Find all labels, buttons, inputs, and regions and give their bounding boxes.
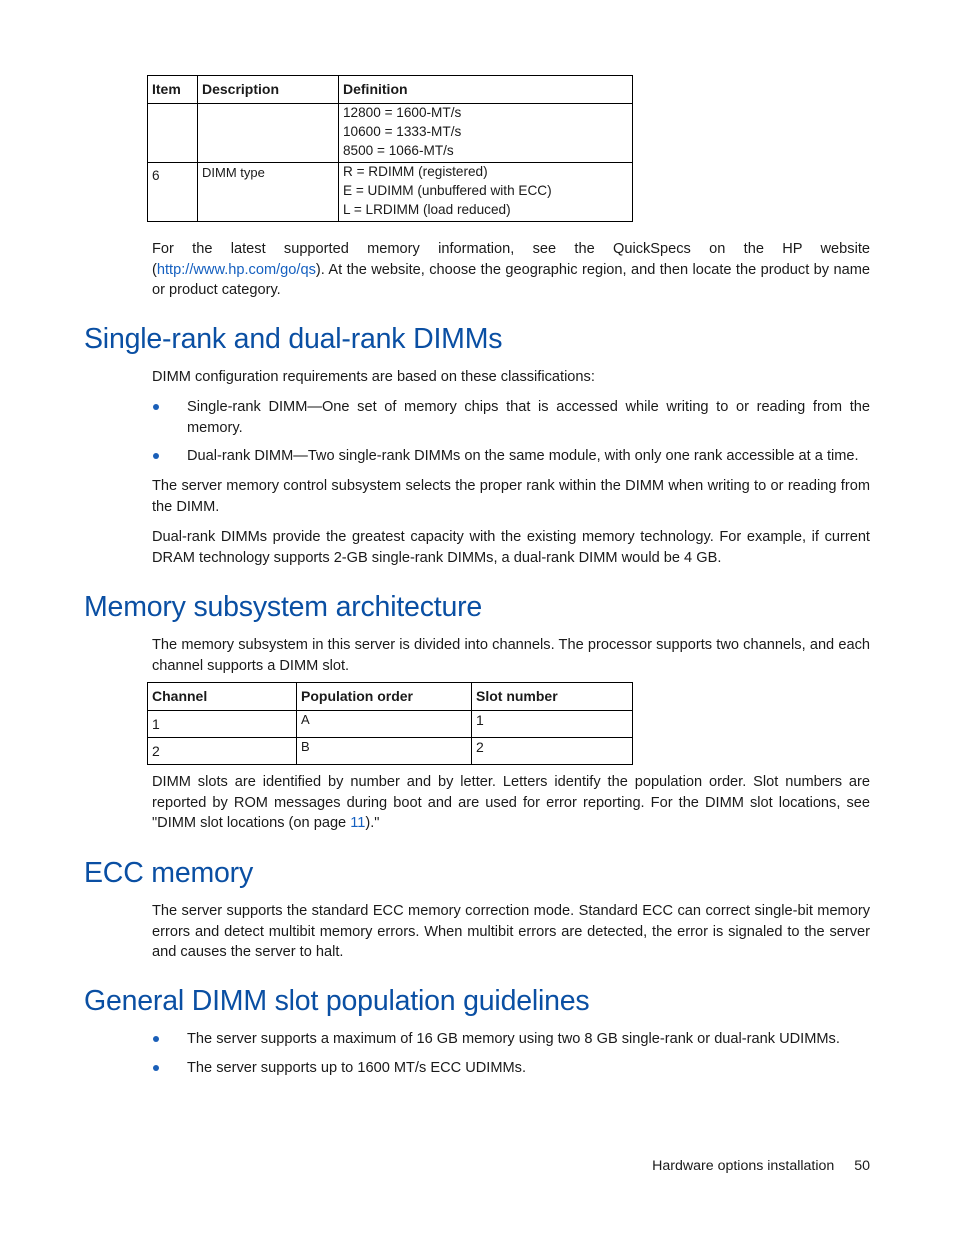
table-header: Population order	[297, 683, 472, 711]
table-cell	[148, 104, 198, 163]
guidelines-bullet-list	[152, 1029, 870, 1078]
table-header: Channel	[148, 683, 297, 711]
heading-memory-subsystem: Memory subsystem architecture	[84, 591, 483, 623]
list-item	[152, 1029, 870, 1050]
table-cell: B	[297, 738, 472, 765]
table-cell: 1	[148, 711, 297, 738]
list-item-text: The server supports a maximum of 16 GB memory using two 8 GB single-rank or dual-rank UDIMMs.	[187, 1031, 840, 1047]
list-item-text: Single-rank DIMM—One set of memory chips that is accessed while writing to or reading from the memory.	[187, 399, 870, 436]
list-item	[152, 1058, 870, 1079]
paragraph-text: DIMM slots are identified by number and by letter. Letters identify the population order. Slot numbers are reported by ROM messages during boot and are used for error reporting. For the DIMM slot locations, see "DIMM slot locations (on page	[152, 774, 870, 831]
list-item-text: Dual-rank DIMM—Two single-rank DIMMs on the same module, with only one rank accessible at a time.	[187, 448, 859, 464]
bullet-icon	[153, 1036, 159, 1042]
rank-bullet-list	[152, 397, 870, 467]
definition-line: L = LRDIMM (load reduced)	[343, 201, 511, 217]
table-header-row	[148, 76, 633, 104]
list-item	[152, 397, 870, 438]
table-header: Item	[148, 76, 198, 104]
table-header-row	[148, 683, 633, 711]
section2-lead: The memory subsystem in this server is divided into channels. The processor supports two channels, and each channel supports a DIMM slot.	[152, 637, 870, 674]
table-cell: 2	[148, 738, 297, 765]
bullet-icon	[153, 404, 159, 410]
hp-quickspecs-link[interactable]: http://www.hp.com/go/qs	[156, 261, 316, 278]
table-cell	[339, 163, 633, 222]
ecc-paragraph: The server supports the standard ECC memory correction mode. Standard ECC can correct single-bit memory errors and detect multibit memory errors. When multibit errors are detected, the error is signaled to the server and causes the server to halt.	[152, 903, 870, 960]
section1-lead: DIMM configuration requirements are based on these classifications:	[152, 369, 595, 385]
page-footer	[652, 1158, 870, 1174]
table-cell	[339, 104, 633, 163]
bullet-icon	[153, 1065, 159, 1071]
table-cell: 1	[472, 711, 633, 738]
table-cell	[198, 104, 339, 163]
heading-single-dual-rank: Single-rank and dual-rank DIMMs	[84, 323, 503, 355]
paragraph-text: ). At the website, choose the geographic region, and then locate the product by name or product category.	[152, 261, 870, 298]
slot-identification-paragraph	[152, 772, 870, 834]
definition-line: 10600 = 1333-MT/s	[343, 123, 462, 139]
heading-population-guidelines: General DIMM slot population guidelines	[84, 985, 590, 1017]
definition-line: 12800 = 1600-MT/s	[343, 105, 462, 120]
table-row	[148, 104, 633, 163]
list-item-text: The server supports up to 1600 MT/s ECC UDIMMs.	[187, 1059, 527, 1076]
section1-para2: Dual-rank DIMMs provide the greatest capacity with the existing memory technology. For example, if current DRAM technology supports 2-GB single-rank DIMMs, a dual-rank DIMM would be 4 GB.	[152, 529, 870, 566]
bullet-icon	[153, 453, 159, 459]
table-row	[148, 711, 633, 738]
channel-table	[147, 682, 633, 765]
table-header: Definition	[339, 76, 633, 104]
paragraph-text: For the latest supported memory information, see the QuickSpecs on the HP website (	[152, 241, 870, 278]
page-number: 50	[854, 1158, 870, 1174]
table-header: Slot number	[472, 683, 633, 711]
dimm-code-table	[147, 75, 633, 222]
table-cell: A	[297, 711, 472, 738]
list-item	[152, 446, 870, 467]
table-row	[148, 738, 633, 765]
quickspecs-paragraph	[152, 239, 870, 301]
page-reference-link[interactable]: 11	[350, 815, 366, 831]
definition-line: R = RDIMM (registered)	[343, 164, 488, 179]
table-cell: 6	[148, 163, 198, 222]
table-cell: 2	[472, 738, 633, 765]
footer-section-title: Hardware options installation	[652, 1158, 835, 1174]
paragraph-text: )."	[365, 815, 380, 831]
section1-para1: The server memory control subsystem selects the proper rank within the DIMM when writing to or reading from the DIMM.	[152, 478, 870, 515]
heading-ecc-memory: ECC memory	[84, 857, 254, 889]
definition-line: 8500 = 1066-MT/s	[343, 142, 454, 158]
table-cell: DIMM type	[198, 163, 339, 222]
definition-line: E = UDIMM (unbuffered with ECC)	[343, 182, 552, 198]
table-header: Description	[198, 76, 339, 104]
table-row	[148, 163, 633, 222]
